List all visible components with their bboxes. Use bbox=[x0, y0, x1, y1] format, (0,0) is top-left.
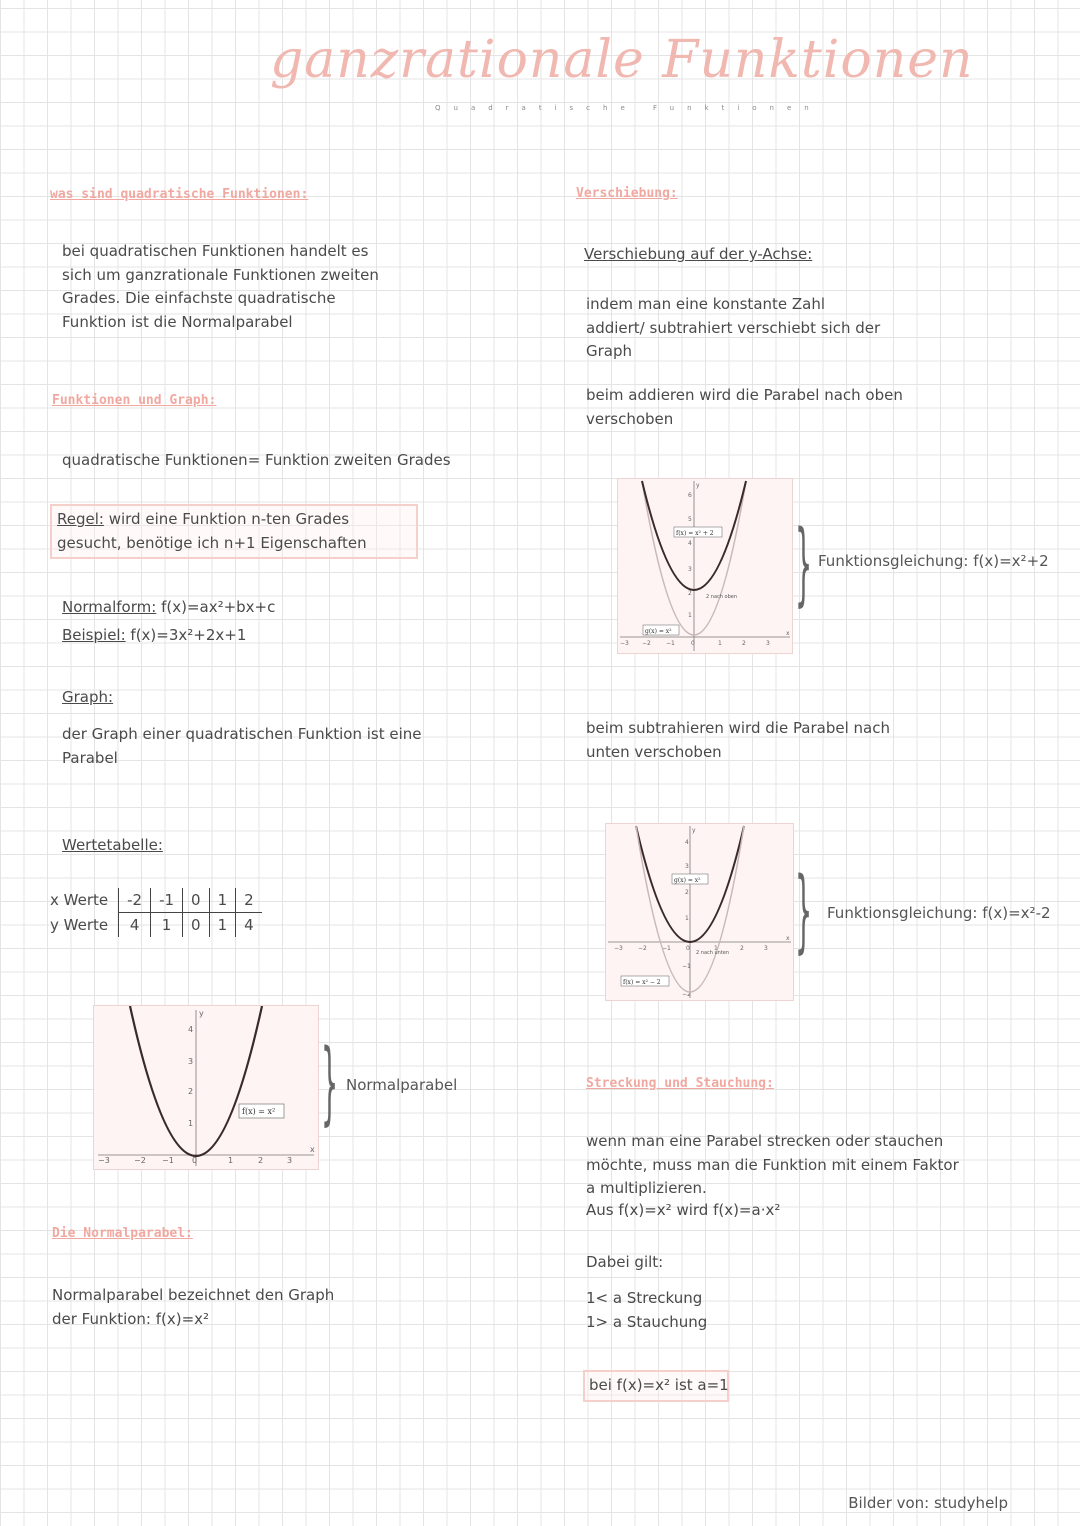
wertetabelle-heading: Wertetabelle: bbox=[62, 836, 163, 854]
regel-text: wird eine Funktion n-ten Grades gesucht, benötige ich n+1 Eigenschaften bbox=[57, 510, 367, 552]
aus-text: Aus f(x)=x² wird f(x)=a·x² bbox=[586, 1201, 781, 1219]
svg-text:−2: −2 bbox=[638, 945, 647, 952]
normalparabel-text: Normalparabel bezeichnet den Graph der Funktion: f(x)=x² bbox=[52, 1286, 335, 1328]
page-title: ganzrationale Funktionen bbox=[270, 30, 974, 90]
svg-text:−2: −2 bbox=[134, 1156, 146, 1165]
text-grad: quadratische Funktionen= Funktion zweiten Grades bbox=[62, 451, 451, 469]
svg-text:−1: −1 bbox=[162, 1156, 174, 1165]
normalform-line bbox=[62, 596, 275, 620]
svg-text:3: 3 bbox=[685, 863, 689, 870]
svg-text:1: 1 bbox=[685, 915, 689, 922]
plot-nach-oben bbox=[617, 478, 793, 654]
plot2-label-f: f(x) = x² + 2 bbox=[676, 530, 714, 537]
streckung-rule: 1< a Streckung bbox=[586, 1289, 703, 1307]
normalparabel-brace-text: Normalparabel bbox=[346, 1076, 458, 1094]
svg-text:3: 3 bbox=[287, 1156, 293, 1165]
svg-text:2: 2 bbox=[188, 1087, 194, 1096]
svg-text:−2: −2 bbox=[682, 991, 691, 998]
svg-text:−2: −2 bbox=[642, 640, 651, 647]
dabei-text: Dabei gilt: bbox=[586, 1253, 664, 1271]
svg-text:2: 2 bbox=[258, 1156, 264, 1165]
table-cell: 4 bbox=[236, 913, 262, 938]
a-gleich-1-box: bei f(x)=x² ist a=1 bbox=[583, 1370, 729, 1402]
svg-text:2: 2 bbox=[688, 590, 692, 597]
svg-text:4: 4 bbox=[688, 540, 692, 547]
heading-funktionen-graph: Funktionen und Graph: bbox=[52, 393, 217, 408]
x-values-label: x Werte bbox=[50, 891, 109, 910]
svg-text:3: 3 bbox=[188, 1057, 194, 1066]
svg-text:4: 4 bbox=[188, 1025, 194, 1034]
brace-1: } bbox=[321, 1030, 339, 1135]
svg-text:3: 3 bbox=[688, 566, 692, 573]
svg-text:2: 2 bbox=[742, 640, 746, 647]
value-table bbox=[50, 888, 262, 937]
svg-text:x: x bbox=[786, 935, 790, 942]
plot3-label-g: g(x) = x² bbox=[674, 877, 701, 884]
brace-2: } bbox=[795, 511, 813, 616]
plot1-label: f(x) = x² bbox=[242, 1107, 276, 1116]
table-cell: -2 bbox=[119, 888, 151, 913]
image-credit: Bilder von: studyhelp bbox=[848, 1494, 1008, 1512]
beispiel-line bbox=[62, 624, 246, 648]
page-subtitle: Quadratische Funktionen bbox=[435, 104, 822, 112]
svg-text:3: 3 bbox=[764, 945, 768, 952]
heading-verschiebung: Verschiebung: bbox=[576, 186, 678, 201]
table-cell: -1 bbox=[151, 888, 183, 913]
normalparabel-svg bbox=[94, 1006, 318, 1169]
svg-text:−3: −3 bbox=[620, 640, 629, 647]
svg-text:y: y bbox=[199, 1009, 204, 1018]
table-cell: 2 bbox=[236, 888, 262, 913]
table-cell: 4 bbox=[119, 913, 151, 938]
plot3-note: 2 nach unten bbox=[696, 950, 730, 956]
plot-nach-oben-svg bbox=[618, 479, 792, 653]
text-was-sind: bei quadratischen Funktionen handelt es sich um ganzrationale Funktionen zweiten Grades. Die einfachste quadratische Funktion ist die Normalparabel bbox=[62, 242, 379, 331]
table-row-y bbox=[50, 913, 262, 938]
table-cell: 1 bbox=[151, 913, 183, 938]
beispiel-text: f(x)=3x²+2x+1 bbox=[125, 626, 247, 644]
beispiel-label: Beispiel: bbox=[62, 626, 126, 644]
table-cell: 0 bbox=[183, 913, 210, 938]
svg-text:0: 0 bbox=[192, 1156, 198, 1165]
svg-text:5: 5 bbox=[688, 516, 692, 523]
wertetabelle bbox=[50, 888, 262, 937]
svg-text:2: 2 bbox=[685, 889, 689, 896]
heading-streckung: Streckung und Stauchung: bbox=[586, 1076, 774, 1091]
svg-text:2: 2 bbox=[740, 945, 744, 952]
svg-text:4: 4 bbox=[685, 839, 689, 846]
subtrahieren-text: beim subtrahieren wird die Parabel nach unten verschoben bbox=[586, 719, 890, 761]
svg-text:1: 1 bbox=[228, 1156, 234, 1165]
svg-text:1: 1 bbox=[188, 1119, 194, 1128]
plot-nach-unten bbox=[605, 823, 794, 1001]
graph-label: Graph: bbox=[62, 688, 114, 706]
svg-text:y: y bbox=[692, 827, 696, 834]
heading-normalparabel: Die Normalparabel: bbox=[52, 1226, 193, 1241]
svg-text:6: 6 bbox=[688, 492, 692, 499]
table-cell: 1 bbox=[209, 888, 236, 913]
brace-3: } bbox=[795, 858, 813, 963]
table-cell: 0 bbox=[183, 888, 210, 913]
plot3-label-f: f(x) = x² − 2 bbox=[623, 979, 661, 986]
plot2-label-g: g(x) = x² bbox=[645, 628, 672, 635]
svg-text:3: 3 bbox=[766, 640, 770, 647]
svg-text:1: 1 bbox=[688, 612, 692, 619]
table-row-x bbox=[50, 888, 262, 913]
regel-box bbox=[50, 504, 418, 559]
svg-text:0: 0 bbox=[691, 640, 695, 647]
svg-text:−1: −1 bbox=[662, 945, 671, 952]
plot2-note: 2 nach oben bbox=[706, 594, 737, 600]
normalform-label: Normalform: bbox=[62, 598, 157, 616]
regel-label: Regel: bbox=[57, 510, 104, 528]
svg-text:y: y bbox=[696, 482, 700, 489]
heading-was-sind: was sind quadratische Funktionen: bbox=[50, 187, 309, 202]
plot-nach-unten-svg bbox=[606, 824, 793, 1000]
stauchung-rule: 1> a Stauchung bbox=[586, 1313, 708, 1331]
svg-text:1: 1 bbox=[718, 640, 722, 647]
svg-text:x: x bbox=[310, 1145, 315, 1154]
plot3-brace-text: Funktionsgleichung: f(x)=x²-2 bbox=[827, 904, 1051, 922]
graph-text: der Graph einer quadratischen Funktion ist eine Parabel bbox=[62, 725, 422, 767]
plot2-brace-text: Funktionsgleichung: f(x)=x²+2 bbox=[818, 552, 1049, 570]
y-values-label: y Werte bbox=[50, 915, 109, 934]
svg-text:−1: −1 bbox=[682, 963, 691, 970]
svg-text:−1: −1 bbox=[666, 640, 675, 647]
verschiebung-text: indem man eine konstante Zahl addiert/ subtrahiert verschiebt sich der Graph bbox=[586, 295, 881, 360]
svg-text:0: 0 bbox=[686, 945, 690, 952]
svg-text:−3: −3 bbox=[98, 1156, 110, 1165]
subheading-y-achse: Verschiebung auf der y-Achse: bbox=[584, 245, 813, 263]
streckung-text: wenn man eine Parabel strecken oder stauchen möchte, muss man die Funktion mit einem Faktor a multiplizieren. bbox=[586, 1132, 959, 1197]
svg-text:x: x bbox=[786, 630, 790, 637]
table-cell: 1 bbox=[209, 913, 236, 938]
svg-text:1: 1 bbox=[714, 945, 718, 952]
normalparabel-plot bbox=[93, 1005, 319, 1170]
addieren-text: beim addieren wird die Parabel nach oben verschoben bbox=[586, 386, 903, 428]
normalform-text: f(x)=ax²+bx+c bbox=[156, 598, 276, 616]
svg-text:−3: −3 bbox=[614, 945, 623, 952]
